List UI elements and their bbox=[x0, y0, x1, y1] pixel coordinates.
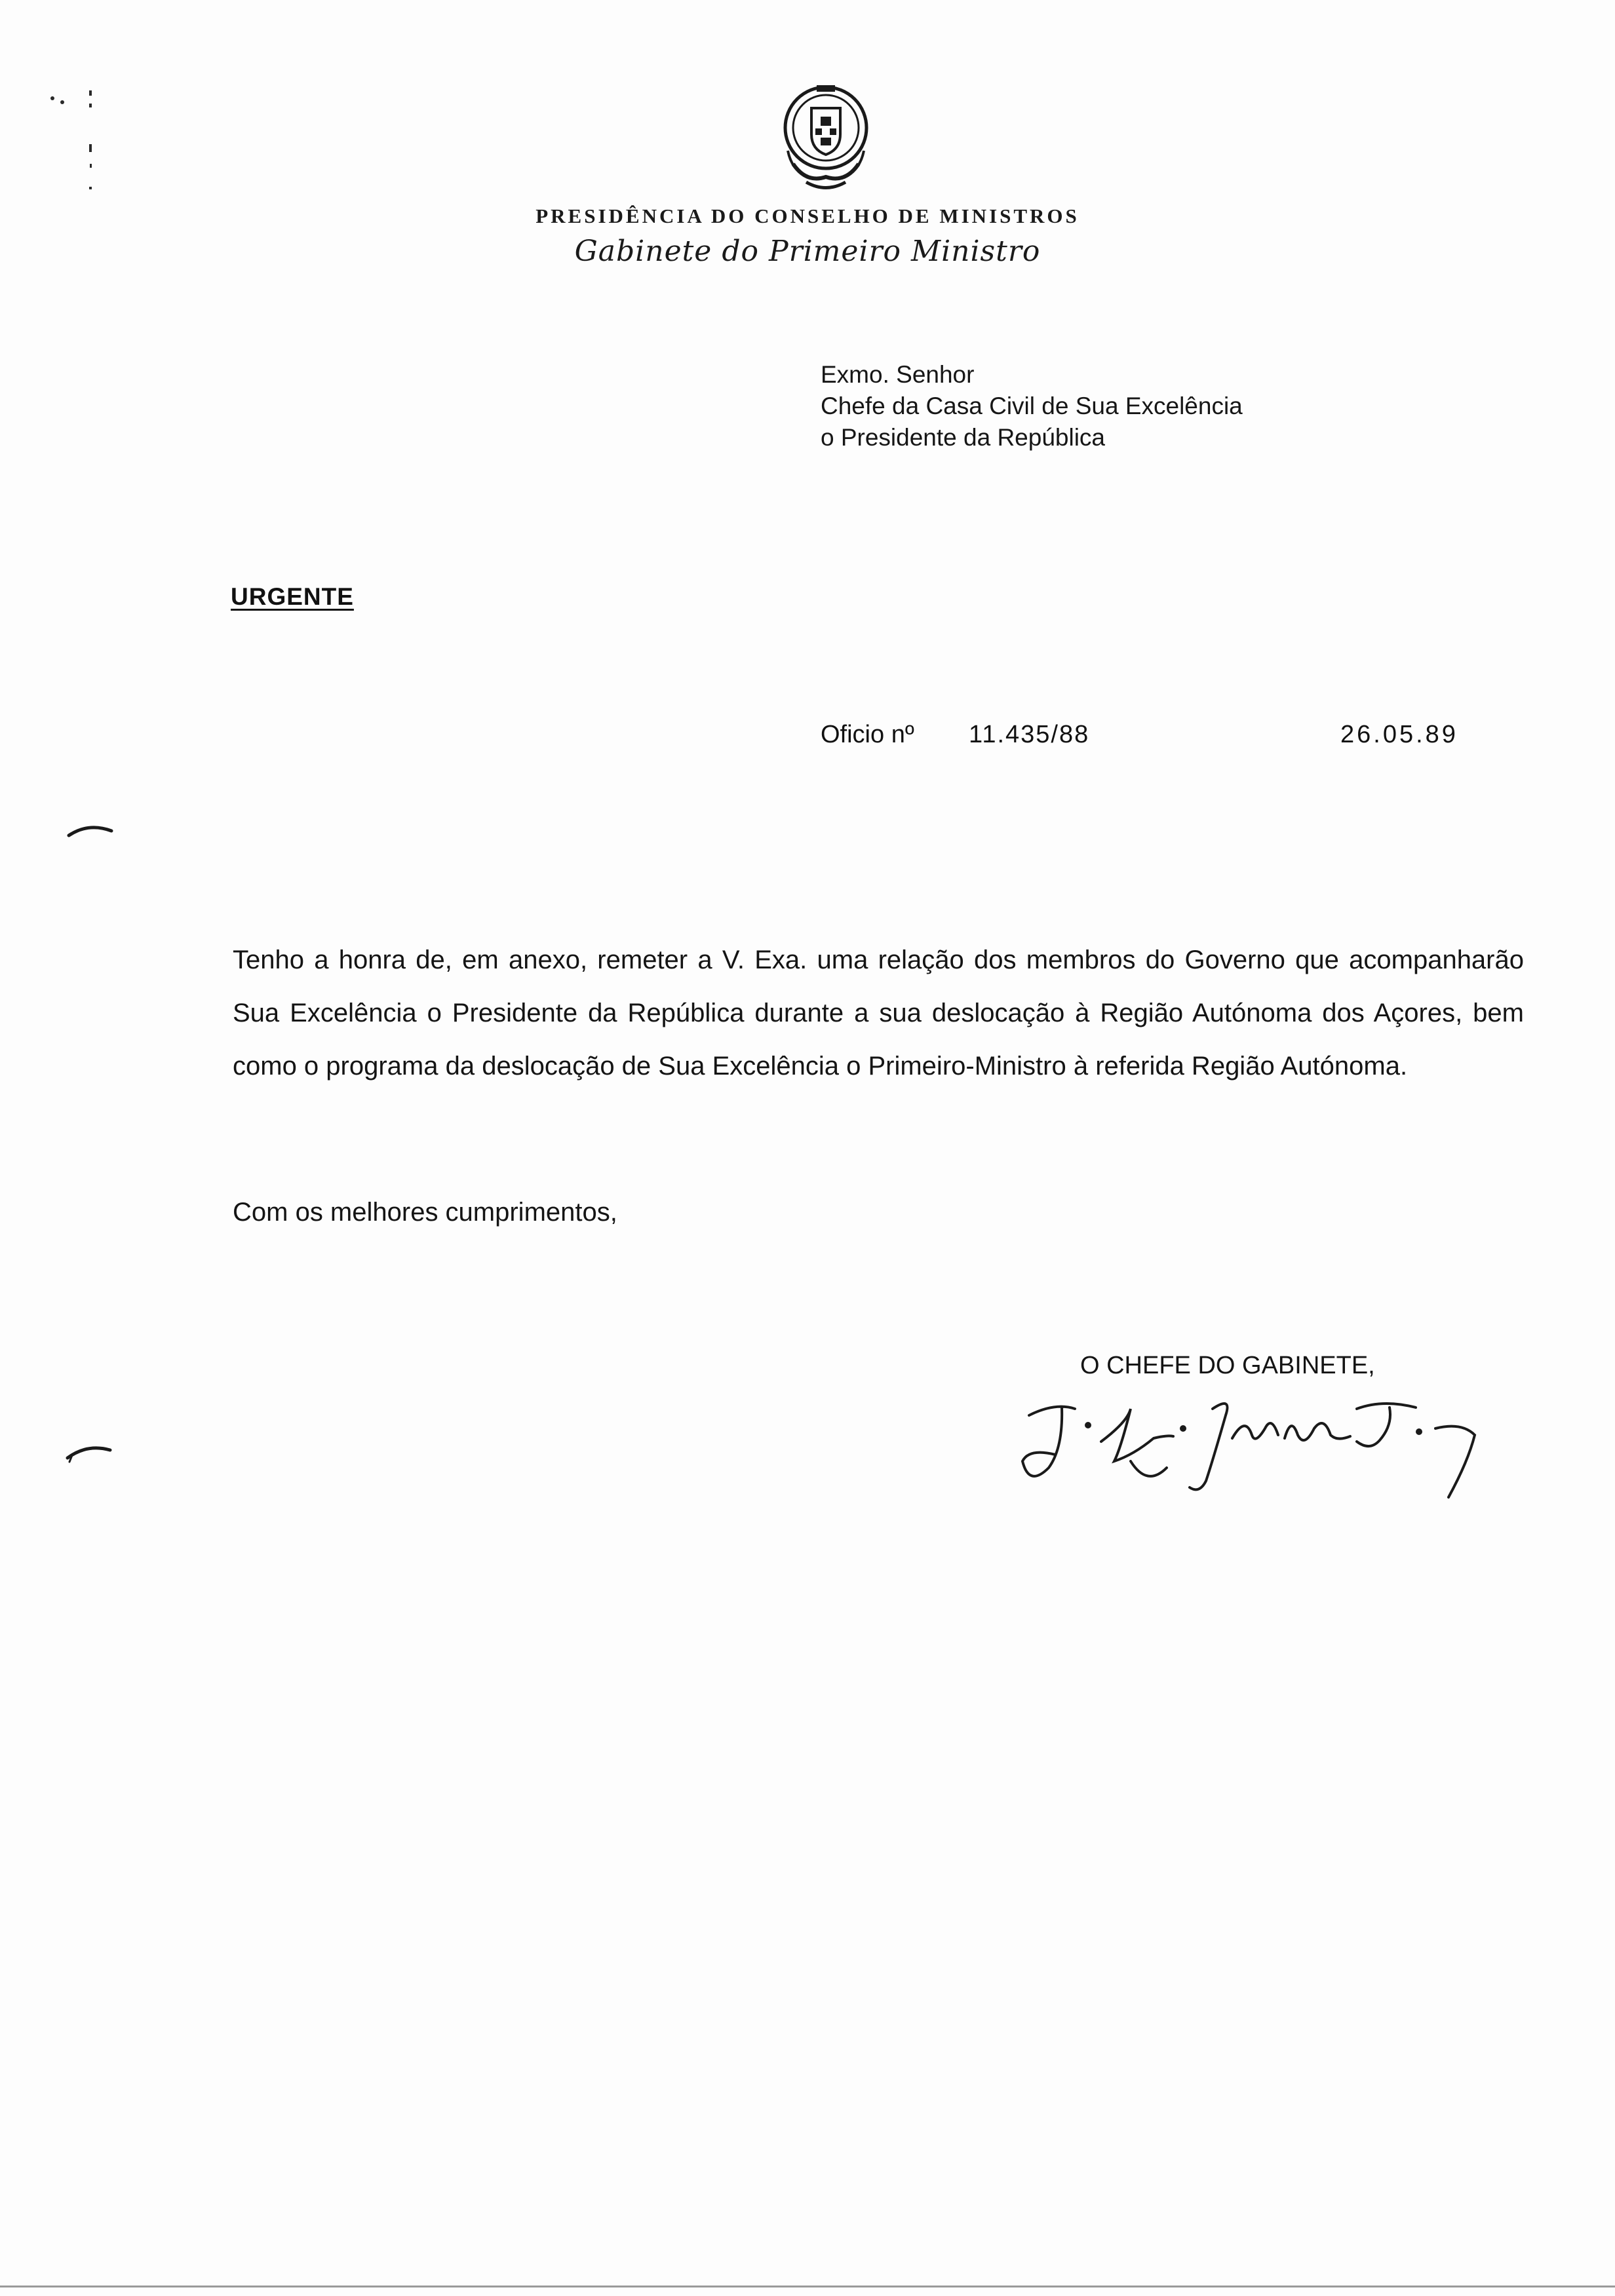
reference-number: 11.435/88 bbox=[969, 721, 1090, 748]
priority-label: URGENTE bbox=[231, 583, 354, 610]
margin-mark-middle bbox=[66, 819, 118, 839]
addressee-line-2: Chefe da Casa Civil de Sua Excelência bbox=[821, 392, 1243, 419]
closing-line: Com os melhores cumprimentos, bbox=[233, 1198, 617, 1227]
signatory-title: O CHEFE DO GABINETE, bbox=[1080, 1352, 1375, 1379]
organization-name: PRESIDÊNCIA DO CONSELHO DE MINISTROS bbox=[535, 204, 1080, 227]
margin-mark-top bbox=[46, 85, 105, 197]
reference-label: Oficio nº bbox=[821, 721, 914, 748]
addressee-line-3: o Presidente da República bbox=[821, 424, 1106, 451]
office-name: Gabinete do Primeiro Ministro bbox=[574, 235, 1041, 268]
reference-date: 26.05.89 bbox=[1340, 721, 1458, 748]
coat-of-arms-emblem bbox=[773, 72, 878, 197]
handwritten-signature bbox=[1016, 1389, 1488, 1507]
addressee-line-1: Exmo. Senhor bbox=[821, 361, 975, 388]
margin-mark-lower bbox=[64, 1438, 117, 1464]
body-paragraph: Tenho a honra de, em anexo, remeter a V. Exa. uma relação dos membros do Governo que acompanharão Sua Excelência o Presidente da República durante a sua deslocação à Região Autónoma dos Açores, bem como o programa da deslocação de Sua Excelência o Primeiro-Ministro à referida Região Autónoma. bbox=[233, 946, 1524, 1081]
addressee-block bbox=[821, 359, 1243, 453]
page-bottom-edge bbox=[0, 2286, 1615, 2287]
